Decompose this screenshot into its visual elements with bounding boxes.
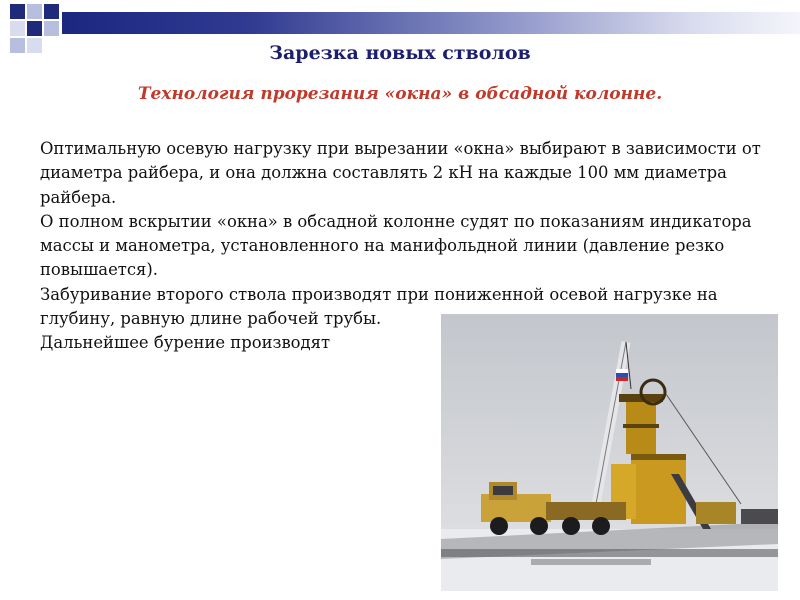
drilling-rig-illustration bbox=[441, 314, 778, 591]
decorative-square bbox=[27, 4, 42, 19]
slide-subtitle: Технология прорезания «окна» в обсадной колонне. bbox=[137, 84, 663, 104]
drilling-rig-photo bbox=[441, 314, 778, 591]
header-gradient-bar bbox=[62, 12, 800, 34]
decorative-square bbox=[10, 21, 25, 36]
decorative-square bbox=[10, 4, 25, 19]
paragraph-sidetrack-drilling: Забуривание второго ствола производят при пониженной осевой нагрузке на глубину, равную длине рабочей трубы. bbox=[40, 284, 718, 329]
decorative-square bbox=[44, 4, 59, 19]
decorative-square bbox=[44, 21, 59, 36]
paragraph-window-opening: О полном вскрытии «окна» в обсадной колонне судят по показаниям индикатора массы и манометра, установленного на манифольдной линии (давление резко повышается). bbox=[40, 211, 752, 280]
paragraph-axial-load: Оптимальную осевую нагрузку при вырезании «окна» выбирают в зависимости от диаметра райбера, и она должна составлять 2 кН на каждые 100 мм диаметра райбера. bbox=[40, 139, 761, 207]
slide-title: Зарезка новых стволов bbox=[269, 42, 531, 64]
decorative-square bbox=[27, 21, 42, 36]
paragraph-further-drilling: Дальнейшее бурение производят bbox=[40, 333, 331, 353]
